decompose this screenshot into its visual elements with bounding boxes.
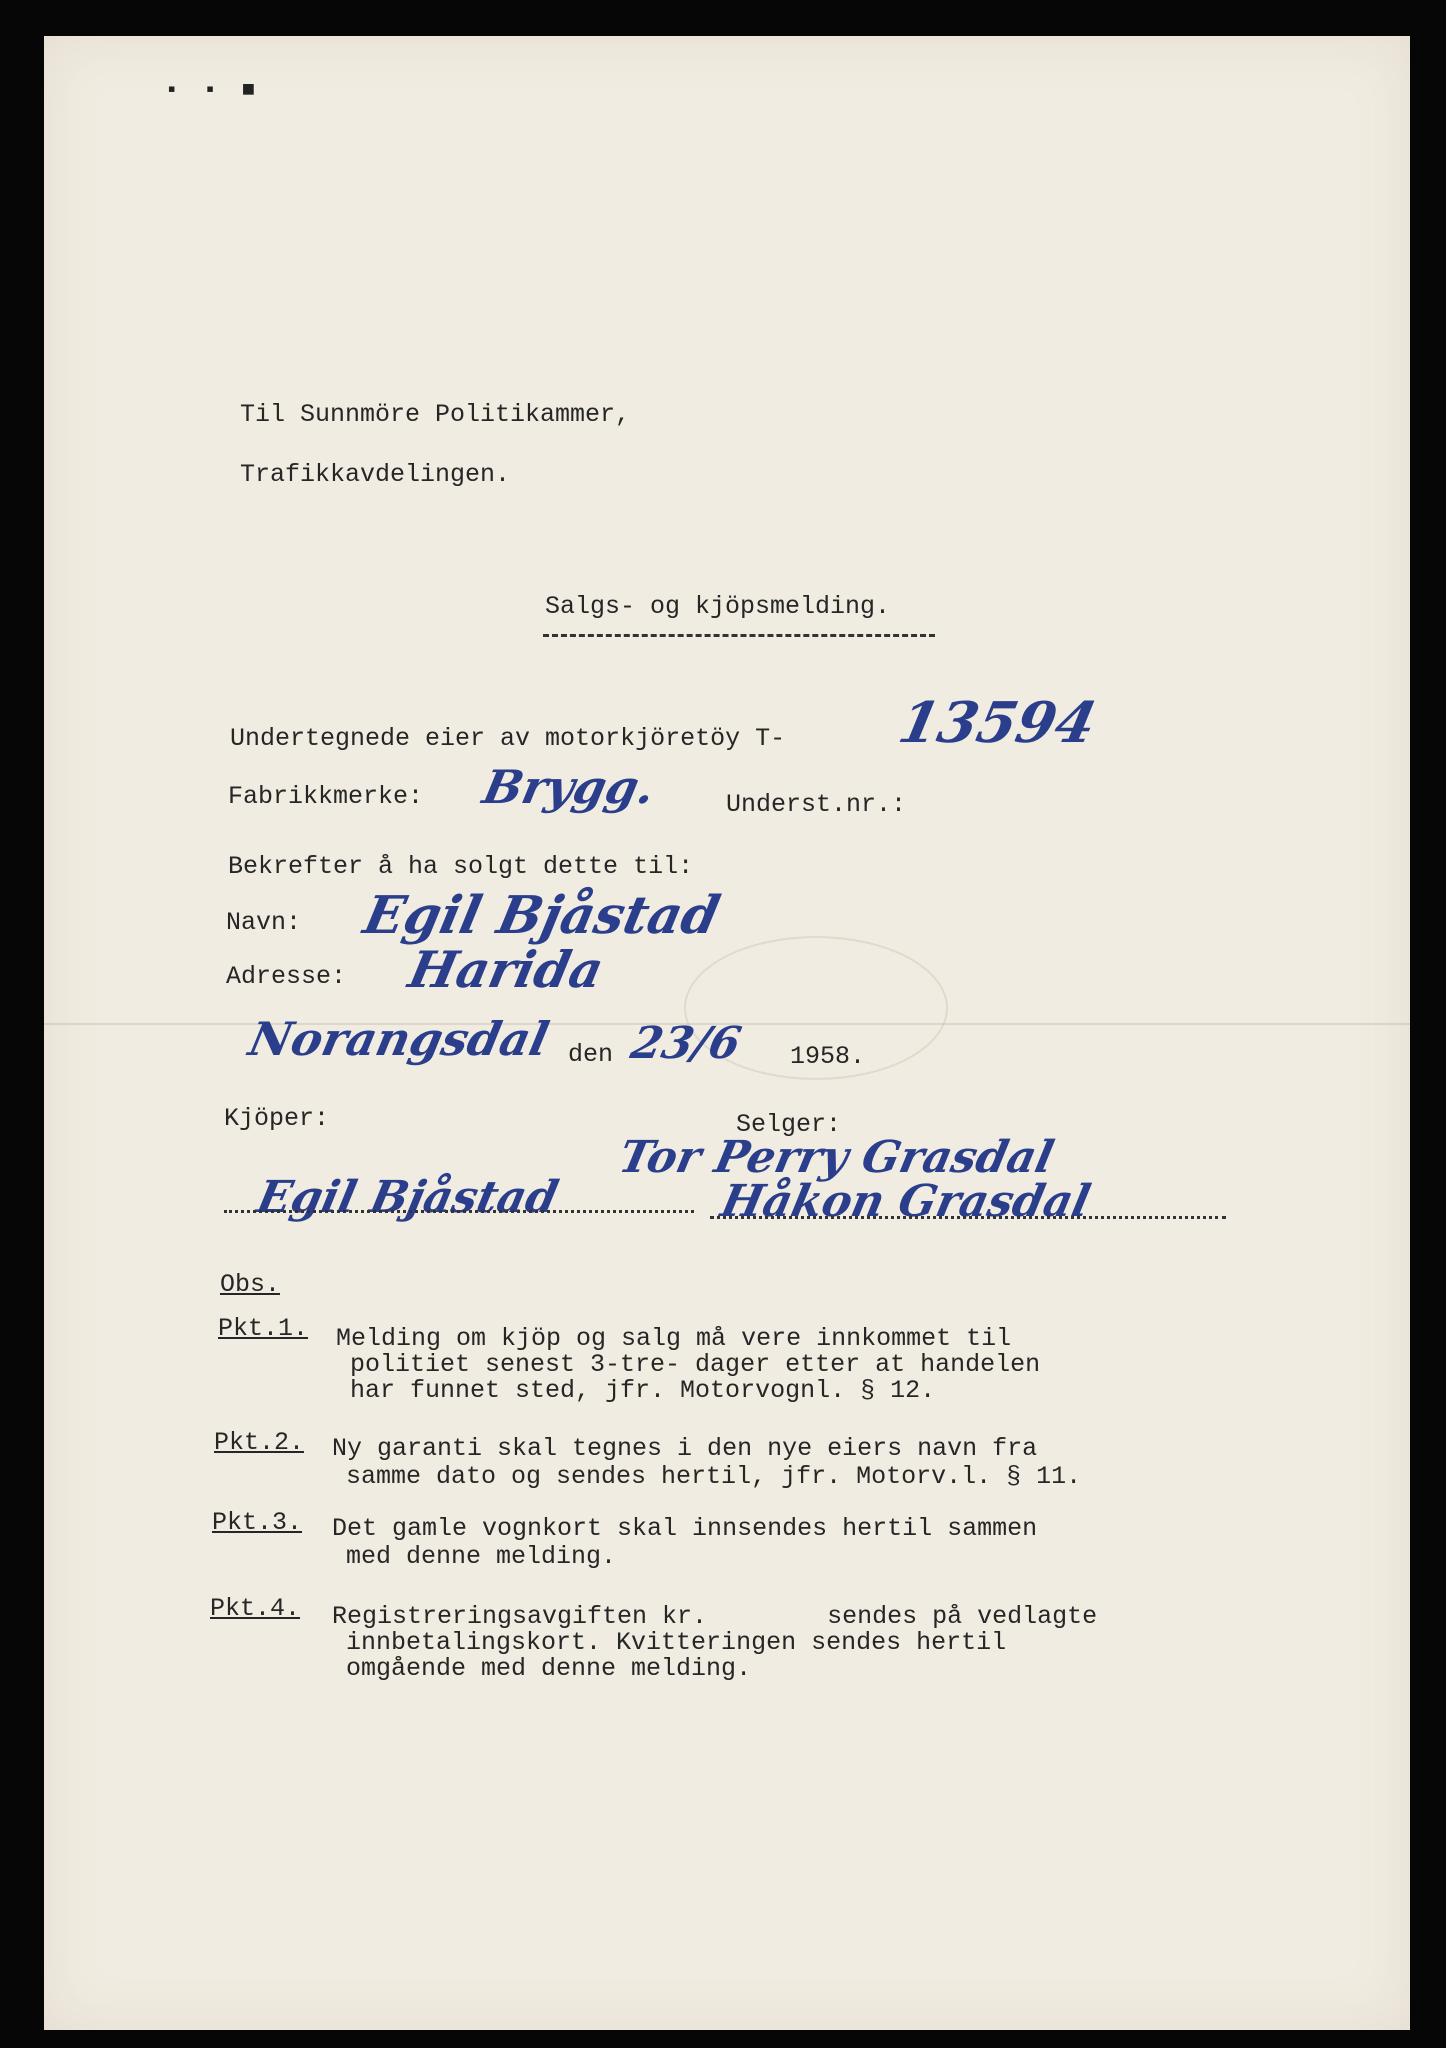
buyer-label: Kjöper: xyxy=(224,1104,330,1133)
note-1-line-1: Melding om kjöp og salg må vere innkommet til xyxy=(336,1324,1012,1353)
owner-label: Undertegnede eier av motorkjöretöy T- xyxy=(230,724,786,753)
address-label: Adresse: xyxy=(226,962,347,991)
note-2-line-2: samme dato og sendes hertil, jfr. Motorv.l. § 11. xyxy=(346,1462,1082,1491)
place-value: Norangsdal xyxy=(244,1012,554,1066)
name-label: Navn: xyxy=(226,908,302,937)
note-4-line-3: omgående med denne melding. xyxy=(346,1654,752,1683)
confirm-label: Bekrefter å ha solgt dette til: xyxy=(228,852,694,881)
address-value: Harida xyxy=(403,940,609,999)
year: 1958. xyxy=(790,1042,866,1071)
registration-number: 13594 xyxy=(892,690,1102,756)
note-label-2: Pkt.2. xyxy=(214,1428,305,1457)
note-4-line-2: innbetalingskort. Kvitteringen sendes hertil xyxy=(346,1628,1007,1657)
make-value: Brygg. xyxy=(478,760,660,814)
note-1-line-3: har funnet sted, jfr. Motorvognl. § 12. xyxy=(350,1376,936,1405)
note-1-line-2: politiet senest 3-tre- dager etter at handelen xyxy=(350,1350,1041,1379)
recipient-line-1: Til Sunnmöre Politikammer, xyxy=(240,400,631,429)
seller-signature-1: Tor Perry Grasdal xyxy=(614,1132,1059,1183)
note-2-line-1: Ny garanti skal tegnes i den nye eiers navn fra xyxy=(332,1434,1038,1463)
note-3-line-1: Det gamle vognkort skal innsendes hertil sammen xyxy=(332,1514,1038,1543)
buyer-signature-line xyxy=(224,1210,694,1213)
notes-heading: Obs. xyxy=(220,1270,281,1299)
title-underline xyxy=(543,634,935,637)
seller-signature-2: Håkon Grasdal xyxy=(716,1176,1095,1227)
recipient-line-2: Trafikkavdelingen. xyxy=(240,460,511,489)
note-label-4: Pkt.4. xyxy=(210,1594,301,1623)
name-value: Egil Bjåstad xyxy=(358,885,725,946)
punch-marks: ▪ ▪ ■ xyxy=(165,78,262,103)
note-4-line-1: Registreringsavgiften kr. sendes på vedlagte xyxy=(332,1602,1098,1631)
note-label-1: Pkt.1. xyxy=(218,1314,309,1343)
make-label: Fabrikkmerke: xyxy=(228,782,424,811)
seller-label: Selger: xyxy=(736,1110,842,1139)
chassis-label: Underst.nr.: xyxy=(726,790,907,819)
document-title: Salgs- og kjöpsmelding. xyxy=(545,592,891,621)
note-3-line-2: med denne melding. xyxy=(346,1542,617,1571)
date-value: 23/6 xyxy=(626,1018,746,1069)
seller-signature-line xyxy=(710,1216,1226,1219)
note-label-3: Pkt.3. xyxy=(212,1508,303,1537)
date-prefix: den xyxy=(568,1040,614,1069)
buyer-signature: Egil Bjåstad xyxy=(252,1172,563,1223)
